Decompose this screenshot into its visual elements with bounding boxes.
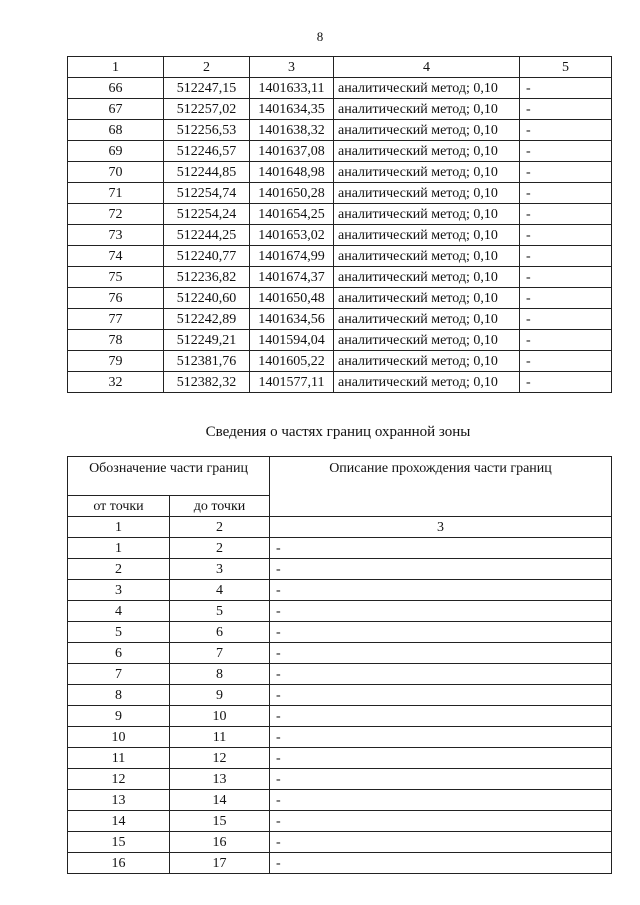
note: - xyxy=(520,372,612,393)
col-header-4: 4 xyxy=(334,57,520,78)
coord-y: 1401638,32 xyxy=(250,120,334,141)
table-row xyxy=(68,120,612,141)
boundary-description: - xyxy=(270,685,612,706)
table-row xyxy=(68,748,612,769)
table-row xyxy=(68,769,612,790)
from-point: 7 xyxy=(68,664,170,685)
coord-y: 1401648,98 xyxy=(250,162,334,183)
coord-y: 1401653,02 xyxy=(250,225,334,246)
to-point: 13 xyxy=(170,769,270,790)
to-point: 2 xyxy=(170,538,270,559)
coord-x: 512254,24 xyxy=(164,204,250,225)
note: - xyxy=(520,162,612,183)
point-number: 66 xyxy=(68,78,164,99)
point-number: 71 xyxy=(68,183,164,204)
table-row xyxy=(68,141,612,162)
coord-y: 1401650,48 xyxy=(250,288,334,309)
coord-x: 512244,85 xyxy=(164,162,250,183)
point-number: 68 xyxy=(68,120,164,141)
table-row xyxy=(68,246,612,267)
coord-y: 1401634,35 xyxy=(250,99,334,120)
coord-y: 1401633,11 xyxy=(250,78,334,99)
boundary-description: - xyxy=(270,622,612,643)
boundary-description: - xyxy=(270,559,612,580)
point-number: 69 xyxy=(68,141,164,162)
table-row xyxy=(68,790,612,811)
point-number: 76 xyxy=(68,288,164,309)
coord-y: 1401674,37 xyxy=(250,267,334,288)
page-number: 8 xyxy=(316,29,324,44)
from-point: 15 xyxy=(68,832,170,853)
header-from-point: от точки xyxy=(68,496,170,517)
note: - xyxy=(520,120,612,141)
table-row xyxy=(68,643,612,664)
from-point: 14 xyxy=(68,811,170,832)
from-point: 5 xyxy=(68,622,170,643)
table-row xyxy=(68,580,612,601)
boundary-description: - xyxy=(270,538,612,559)
coord-x: 512254,74 xyxy=(164,183,250,204)
to-point: 17 xyxy=(170,853,270,874)
coord-x: 512249,21 xyxy=(164,330,250,351)
method-accuracy: аналитический метод; 0,10 xyxy=(334,141,520,162)
note: - xyxy=(520,99,612,120)
boundary-description: - xyxy=(270,790,612,811)
method-accuracy: аналитический метод; 0,10 xyxy=(334,288,520,309)
note: - xyxy=(520,309,612,330)
to-point: 11 xyxy=(170,727,270,748)
boundary-parts-table xyxy=(67,456,612,874)
table-row xyxy=(68,372,612,393)
boundary-description: - xyxy=(270,748,612,769)
coord-x: 512256,53 xyxy=(164,120,250,141)
col-header-1: 1 xyxy=(68,57,164,78)
coord-y: 1401577,11 xyxy=(250,372,334,393)
from-point: 8 xyxy=(68,685,170,706)
boundary-description: - xyxy=(270,643,612,664)
colnum-2: 2 xyxy=(170,517,270,538)
coord-x: 512381,76 xyxy=(164,351,250,372)
coordinates-table-header-row xyxy=(68,57,612,78)
method-accuracy: аналитический метод; 0,10 xyxy=(334,372,520,393)
colnum-1: 1 xyxy=(68,517,170,538)
to-point: 9 xyxy=(170,685,270,706)
note: - xyxy=(520,141,612,162)
from-point: 11 xyxy=(68,748,170,769)
table-row xyxy=(68,601,612,622)
header-boundary-designation: Обозначение части границ xyxy=(68,457,270,496)
method-accuracy: аналитический метод; 0,10 xyxy=(334,99,520,120)
header-to-point: до точки xyxy=(170,496,270,517)
point-number: 72 xyxy=(68,204,164,225)
to-point: 14 xyxy=(170,790,270,811)
note: - xyxy=(520,288,612,309)
method-accuracy: аналитический метод; 0,10 xyxy=(334,330,520,351)
method-accuracy: аналитический метод; 0,10 xyxy=(334,78,520,99)
method-accuracy: аналитический метод; 0,10 xyxy=(334,162,520,183)
point-number: 67 xyxy=(68,99,164,120)
to-point: 10 xyxy=(170,706,270,727)
coord-x: 512240,60 xyxy=(164,288,250,309)
from-point: 13 xyxy=(68,790,170,811)
coord-x: 512246,57 xyxy=(164,141,250,162)
boundary-description: - xyxy=(270,727,612,748)
point-number: 75 xyxy=(68,267,164,288)
coord-y: 1401594,04 xyxy=(250,330,334,351)
table-row xyxy=(68,204,612,225)
point-number: 70 xyxy=(68,162,164,183)
coordinates-table xyxy=(67,56,612,393)
table-row xyxy=(68,559,612,580)
boundary-description: - xyxy=(270,664,612,685)
from-point: 6 xyxy=(68,643,170,664)
coord-y: 1401650,28 xyxy=(250,183,334,204)
to-point: 12 xyxy=(170,748,270,769)
colnum-3: 3 xyxy=(270,517,612,538)
coord-x: 512247,15 xyxy=(164,78,250,99)
table-row xyxy=(68,811,612,832)
table-row xyxy=(68,225,612,246)
table-row xyxy=(68,309,612,330)
table-row xyxy=(68,162,612,183)
to-point: 5 xyxy=(170,601,270,622)
coord-x: 512257,02 xyxy=(164,99,250,120)
point-number: 78 xyxy=(68,330,164,351)
table-row xyxy=(68,267,612,288)
table-row xyxy=(68,330,612,351)
table-row xyxy=(68,664,612,685)
from-point: 1 xyxy=(68,538,170,559)
boundary-description: - xyxy=(270,769,612,790)
table-row xyxy=(68,685,612,706)
table-row xyxy=(68,538,612,559)
boundary-description: - xyxy=(270,832,612,853)
method-accuracy: аналитический метод; 0,10 xyxy=(334,225,520,246)
note: - xyxy=(520,183,612,204)
to-point: 6 xyxy=(170,622,270,643)
point-number: 73 xyxy=(68,225,164,246)
table-row xyxy=(68,853,612,874)
to-point: 15 xyxy=(170,811,270,832)
from-point: 10 xyxy=(68,727,170,748)
col-header-3: 3 xyxy=(250,57,334,78)
note: - xyxy=(520,225,612,246)
coord-x: 512242,89 xyxy=(164,309,250,330)
point-number: 74 xyxy=(68,246,164,267)
coord-x: 512382,32 xyxy=(164,372,250,393)
table-row xyxy=(68,832,612,853)
point-number: 32 xyxy=(68,372,164,393)
coord-y: 1401637,08 xyxy=(250,141,334,162)
table-row xyxy=(68,727,612,748)
col-header-5: 5 xyxy=(520,57,612,78)
boundary-description: - xyxy=(270,580,612,601)
from-point: 16 xyxy=(68,853,170,874)
coord-y: 1401674,99 xyxy=(250,246,334,267)
to-point: 3 xyxy=(170,559,270,580)
coord-y: 1401654,25 xyxy=(250,204,334,225)
table-row xyxy=(68,78,612,99)
coord-x: 512240,77 xyxy=(164,246,250,267)
table-row xyxy=(68,706,612,727)
from-point: 3 xyxy=(68,580,170,601)
point-number: 77 xyxy=(68,309,164,330)
col-header-2: 2 xyxy=(164,57,250,78)
coord-y: 1401634,56 xyxy=(250,309,334,330)
to-point: 7 xyxy=(170,643,270,664)
boundary-description: - xyxy=(270,811,612,832)
method-accuracy: аналитический метод; 0,10 xyxy=(334,267,520,288)
from-point: 9 xyxy=(68,706,170,727)
table-row xyxy=(68,288,612,309)
table-row xyxy=(68,99,612,120)
to-point: 8 xyxy=(170,664,270,685)
from-point: 12 xyxy=(68,769,170,790)
table-row xyxy=(68,351,612,372)
table-row xyxy=(68,183,612,204)
to-point: 4 xyxy=(170,580,270,601)
header-boundary-description: Описание прохождения части границ xyxy=(270,457,612,517)
boundary-header-row xyxy=(68,457,612,496)
coord-y: 1401605,22 xyxy=(250,351,334,372)
section-heading: Сведения о частях границ охранной зоны xyxy=(205,424,471,440)
to-point: 16 xyxy=(170,832,270,853)
boundary-description: - xyxy=(270,853,612,874)
boundary-description: - xyxy=(270,601,612,622)
from-point: 4 xyxy=(68,601,170,622)
note: - xyxy=(520,267,612,288)
boundary-description: - xyxy=(270,706,612,727)
note: - xyxy=(520,351,612,372)
point-number: 79 xyxy=(68,351,164,372)
table-row xyxy=(68,622,612,643)
method-accuracy: аналитический метод; 0,10 xyxy=(334,246,520,267)
method-accuracy: аналитический метод; 0,10 xyxy=(334,120,520,141)
note: - xyxy=(520,204,612,225)
from-point: 2 xyxy=(68,559,170,580)
coord-x: 512236,82 xyxy=(164,267,250,288)
method-accuracy: аналитический метод; 0,10 xyxy=(334,204,520,225)
method-accuracy: аналитический метод; 0,10 xyxy=(334,183,520,204)
method-accuracy: аналитический метод; 0,10 xyxy=(334,351,520,372)
note: - xyxy=(520,78,612,99)
note: - xyxy=(520,330,612,351)
method-accuracy: аналитический метод; 0,10 xyxy=(334,309,520,330)
note: - xyxy=(520,246,612,267)
coord-x: 512244,25 xyxy=(164,225,250,246)
boundary-colnum-row xyxy=(68,517,612,538)
